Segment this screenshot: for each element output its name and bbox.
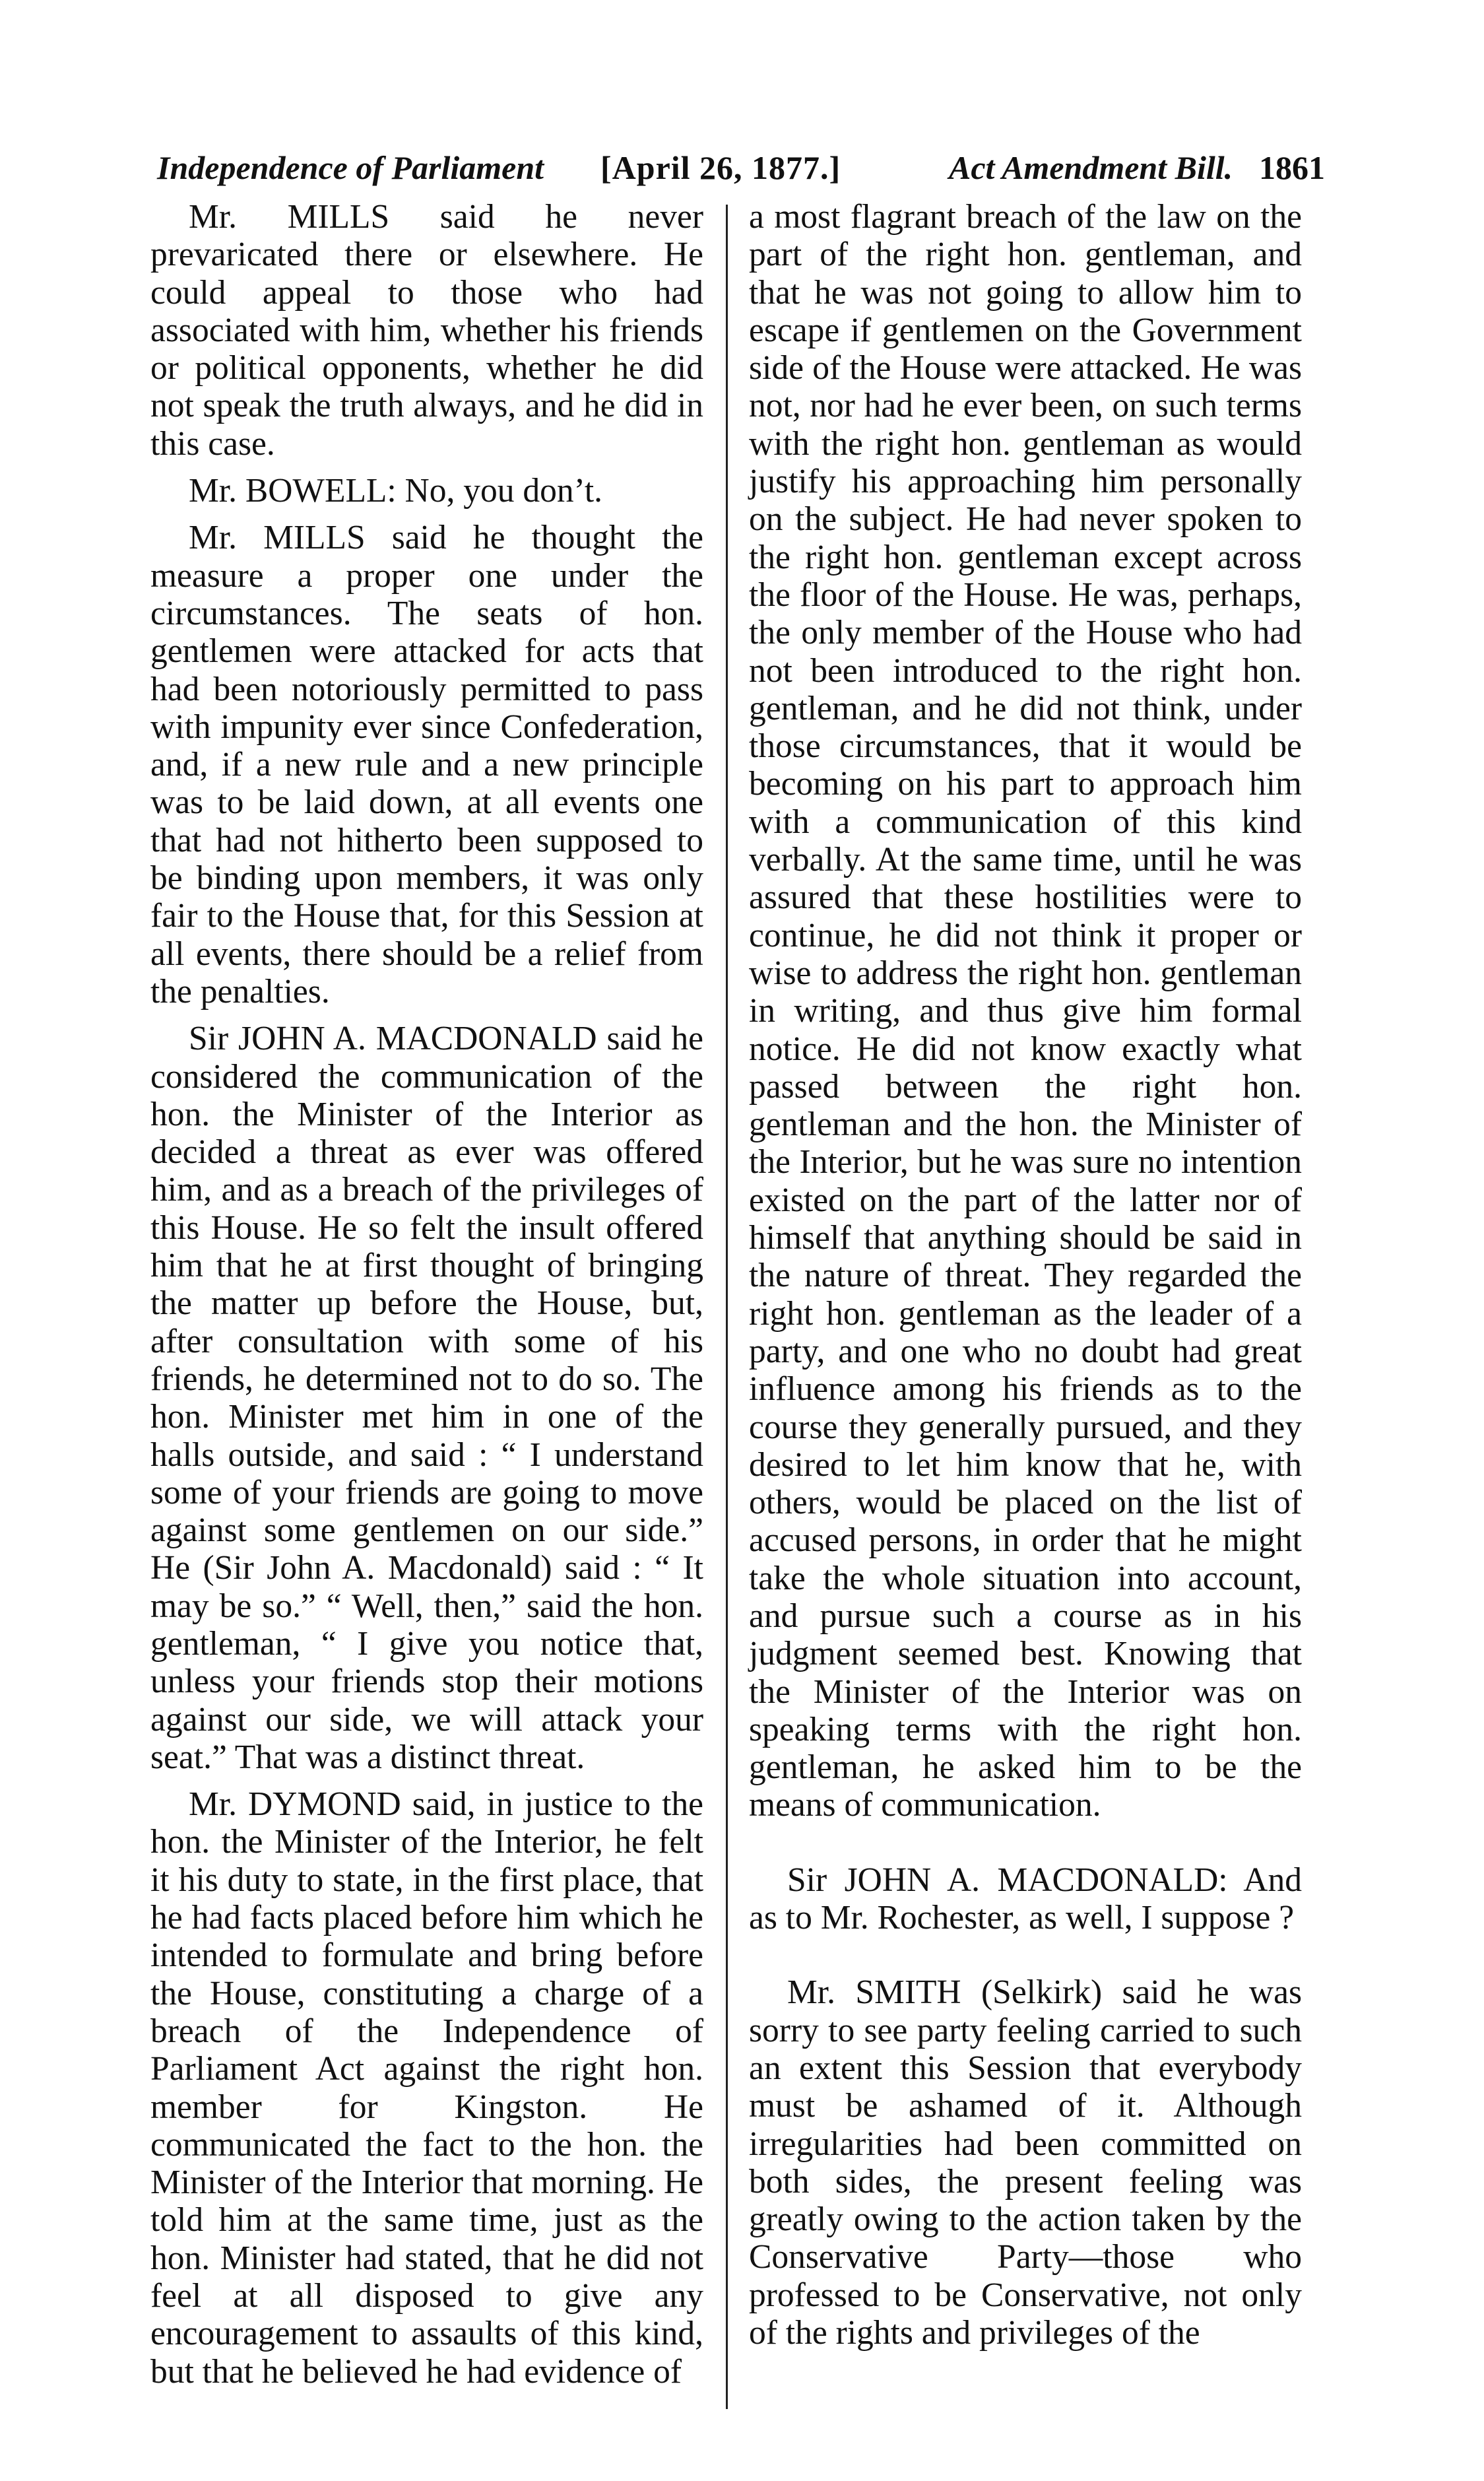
paragraph-macdonald-2: Sir JOHN A. MACDONALD: And as to Mr. Rochester, as well, I suppose ? (749, 1861, 1302, 1937)
header-left-title: Independence of Parliament (157, 149, 544, 186)
running-header (157, 144, 1325, 191)
paragraph-dymond: Mr. DYMOND said, in justice to the hon. the Minister of the Interior, he felt it his duty to state, in the first place, that he had facts placed before him which he intended to formulate and bring before the House, constituting a charge of a breach of the Independence of Parliament Act against the right hon. member for Kingston. He communicated the fact to the hon. the Minister of the Interior that morning. He told him at the same time, just as the hon. Minister had stated, that he did not feel at all disposed to give any encouragement to assaults of this kind, but that he believed he had evidence of (150, 1785, 703, 2391)
paragraph-smith: Mr. SMITH (Selkirk) said he was sorry to see party feeling carried to such an extent this Session that everybody must be ashamed of it. Although irregularities had been committed on both sides, the present feeling was greatly owing to the action taken by the Conservative Party—those who professed to be Conservative, not only of the rights and privileges of the (749, 1973, 1302, 2352)
paragraph-dymond-continued: a most flagrant breach of the law on the part of the right hon. gentleman, and that he was not going to allow him to escape if gentlemen on the Government side of the House were attacked. He was not, nor had he ever been, on such terms with the right hon. gentleman as would justify his approaching him personally on the subject. He had never spoken to the right hon. gentleman except across the floor of the House. He was, perhaps, the only member of the House who had not been introduced to the right hon. gentleman, and he did not think, under those circumstances, that it would be becoming on his part to approach him with a communication of this kind verbally. At the same time, until he was assured that these hostilities were to continue, he did not think it proper or wise to address the right hon. gentleman in writing, and thus give him formal notice. He did not know exactly what passed between the right hon. gentleman and the hon. the Minister of the Interior, but he was sure no intention existed on the part of the latter nor of himself that anything should be said in the nature of threat. They regarded the right hon. gentleman as the leader of a party, and one who no doubt had great influence among his friends as to the course they generally pursued, and they desired to let him know that he, with others, would be placed on the list of accused persons, in order that he might take the whole situation into account, and pursue such a course as in his judgment seemed best. Knowing that the Minister of the Interior was on speaking terms with the right hon. gentleman, he asked him to be the means of communication. (749, 198, 1302, 1824)
page-number: 1861 (1259, 149, 1325, 186)
left-column (150, 198, 703, 2416)
header-right-title: Act Amendment Bill. (949, 149, 1233, 186)
header-date: [April 26, 1877.] (600, 149, 841, 186)
paragraph-mills-1: Mr. MILLS said he never prevaricated there or elsewhere. He could appeal to those who had associated with him, whether his friends or political opponents, whether he did not speak the truth always, and he did in this case. (150, 198, 703, 463)
paragraph-bowell: Mr. BOWELL: No, you don’t. (189, 472, 603, 510)
column-divider (726, 205, 728, 2409)
paragraph-macdonald-1: Sir JOHN A. MACDONALD said he considered the communication of the hon. the Minister of the Interior as decided a threat as ever was offered him, and as a breach of the privileges of this House. He so felt the insult offered him that he at first thought of bringing the matter up before the House, but, after consultation with some of his friends, he determined not to do so. The hon. Minister met him in one of the halls outside, and said : “ I understand some of your friends are going to move against some gentlemen on our side.” He (Sir John A. Macdonald) said : “ It may be so.” “ Well, then,” said the hon. gentleman, “ I give you notice that, unless your friends stop their motions against our side, we will attack your seat.” That was a distinct threat. (150, 1020, 703, 1776)
paragraph-mills-2: Mr. MILLS said he thought the measure a proper one under the circumstances. The seats of hon. gentlemen were attacked for acts that had been notoriously permitted to pass with impunity ever since Confederation, and, if a new rule and a new principle was to be laid down, at all events one that had not hitherto been supposed to be binding upon members, it was only fair to the House that, for this Session at all events, there should be a relief from the penalties. (150, 519, 703, 1010)
right-column (749, 198, 1302, 2416)
